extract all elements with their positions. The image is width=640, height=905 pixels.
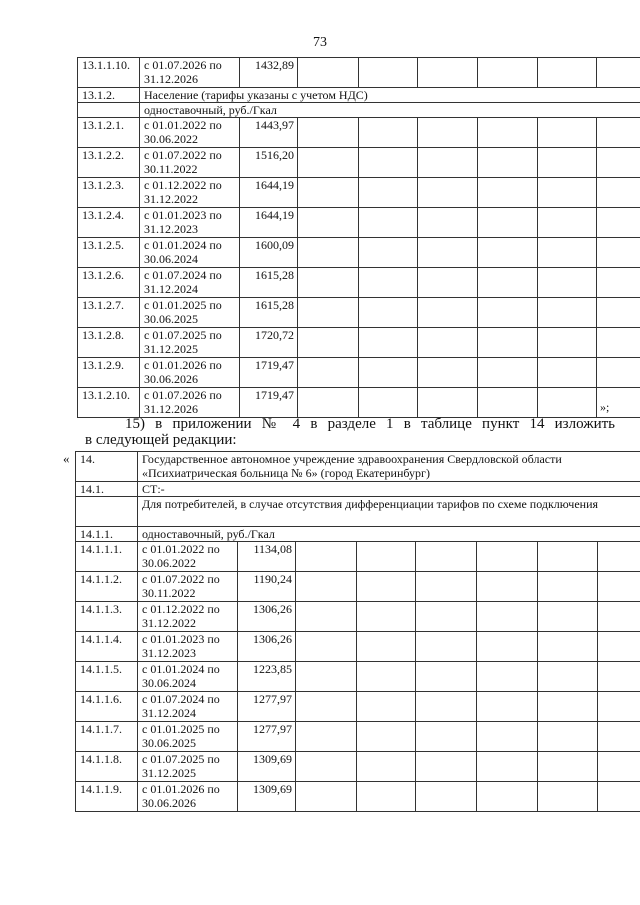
empty-cell	[418, 238, 478, 268]
empty-cell	[598, 662, 640, 692]
empty-cell	[298, 148, 359, 178]
tariff-value: 1190,24	[238, 572, 296, 602]
empty-cell	[478, 298, 538, 328]
table-row	[78, 268, 640, 298]
empty-cell	[416, 662, 477, 692]
empty-cell	[538, 782, 598, 812]
table-row	[76, 692, 640, 722]
empty-cell	[357, 692, 416, 722]
empty-cell	[597, 178, 640, 208]
table-row	[78, 238, 640, 268]
empty-cell	[298, 388, 359, 418]
table-row	[78, 103, 640, 118]
empty-cell	[538, 58, 597, 88]
period-cell	[138, 662, 238, 692]
empty-cell	[538, 118, 597, 148]
period-end: 31.12.2024	[142, 706, 196, 720]
table-row	[78, 148, 640, 178]
amendment-paragraph	[85, 416, 615, 448]
table-row	[76, 572, 640, 602]
row-code: 13.1.2.10.	[78, 388, 140, 418]
table-row	[76, 752, 640, 782]
row-code: 14.1.1.6.	[76, 692, 138, 722]
tariff-value: 1615,28	[240, 268, 298, 298]
period-cell	[140, 328, 240, 358]
empty-cell	[359, 238, 418, 268]
empty-cell	[296, 602, 357, 632]
empty-cell	[538, 238, 597, 268]
empty-cell	[477, 542, 538, 572]
row-code: 13.1.1.10.	[78, 58, 140, 88]
period-end: 30.11.2022	[144, 162, 198, 176]
empty-cell	[538, 602, 598, 632]
empty-cell	[598, 632, 640, 662]
row-code: 14.1.1.3.	[76, 602, 138, 632]
empty-cell	[418, 208, 478, 238]
empty-cell	[477, 662, 538, 692]
period-cell	[140, 148, 240, 178]
empty-cell	[359, 328, 418, 358]
empty-cell	[538, 388, 597, 418]
table-row	[76, 527, 640, 542]
table-row	[78, 358, 640, 388]
period-cell	[138, 722, 238, 752]
empty-cell	[296, 662, 357, 692]
row-code	[78, 103, 140, 118]
period-cell	[138, 692, 238, 722]
row-code: 14.1.1.8.	[76, 752, 138, 782]
period-end: 31.12.2026	[144, 402, 198, 416]
table-row	[78, 328, 640, 358]
tariff-value: 1309,69	[238, 782, 296, 812]
empty-cell	[478, 328, 538, 358]
empty-cell	[357, 782, 416, 812]
period-start: с 01.07.2026 по	[144, 58, 222, 72]
empty-cell	[538, 328, 597, 358]
tariff-value: 1720,72	[240, 328, 298, 358]
empty-cell	[357, 662, 416, 692]
table-row	[76, 632, 640, 662]
tariff-table-top	[77, 57, 640, 418]
table-row	[76, 497, 640, 527]
period-start: с 01.12.2022 по	[142, 602, 220, 616]
empty-cell	[538, 542, 598, 572]
empty-cell	[357, 632, 416, 662]
empty-cell	[538, 722, 598, 752]
section-heading: одноставочный, руб./Гкал	[138, 527, 640, 542]
empty-cell	[538, 752, 598, 782]
row-code: 14.1.1.	[76, 527, 138, 542]
period-start: с 01.01.2026 по	[144, 358, 222, 372]
period-cell	[138, 782, 238, 812]
empty-cell	[477, 782, 538, 812]
period-end: 30.06.2026	[142, 796, 196, 810]
table-row	[76, 542, 640, 572]
empty-cell	[298, 298, 359, 328]
empty-cell	[416, 602, 477, 632]
tariff-value: 1719,47	[240, 358, 298, 388]
tariff-value: 1443,97	[240, 118, 298, 148]
table-row	[76, 602, 640, 632]
period-start: с 01.01.2022 по	[144, 118, 222, 132]
empty-cell	[477, 602, 538, 632]
tariff-value: 1600,09	[240, 238, 298, 268]
page-number: 73	[313, 35, 327, 50]
empty-cell	[538, 298, 597, 328]
table-row	[78, 208, 640, 238]
period-cell	[138, 542, 238, 572]
tariff-value: 1432,89	[240, 58, 298, 88]
tariff-value: 1277,97	[238, 692, 296, 722]
row-code: 14.1.1.7.	[76, 722, 138, 752]
row-code: 14.	[76, 452, 138, 482]
row-code: 14.1.1.9.	[76, 782, 138, 812]
empty-cell	[359, 268, 418, 298]
empty-cell	[538, 692, 598, 722]
empty-cell	[416, 692, 477, 722]
period-start: с 01.07.2026 по	[144, 388, 222, 402]
empty-cell	[296, 572, 357, 602]
empty-cell	[359, 148, 418, 178]
empty-cell	[478, 358, 538, 388]
period-start: с 01.01.2026 по	[142, 782, 220, 796]
empty-cell	[598, 692, 640, 722]
row-code: 13.1.2.7.	[78, 298, 140, 328]
empty-cell	[357, 602, 416, 632]
empty-cell	[418, 58, 478, 88]
tariff-value: 1516,20	[240, 148, 298, 178]
empty-cell	[359, 58, 418, 88]
empty-cell	[598, 542, 640, 572]
empty-cell	[418, 298, 478, 328]
table-row	[76, 452, 640, 482]
period-start: с 01.01.2022 по	[142, 542, 220, 556]
row-code: 14.1.1.5.	[76, 662, 138, 692]
tariff-value: 1309,69	[238, 752, 296, 782]
empty-cell	[298, 328, 359, 358]
row-code: 13.1.2.	[78, 88, 140, 103]
tariff-value: 1644,19	[240, 178, 298, 208]
period-end: 31.12.2022	[144, 192, 198, 206]
table-row	[78, 118, 640, 148]
tariff-table-bottom	[75, 451, 640, 812]
empty-cell	[298, 268, 359, 298]
empty-cell	[478, 238, 538, 268]
period-cell	[140, 268, 240, 298]
period-start: с 01.01.2023 по	[142, 632, 220, 646]
period-start: с 01.01.2024 по	[142, 662, 220, 676]
period-end: 30.06.2024	[144, 252, 198, 266]
empty-cell	[357, 722, 416, 752]
empty-cell	[359, 388, 418, 418]
period-end: 30.11.2022	[142, 586, 196, 600]
period-cell	[138, 752, 238, 782]
empty-cell	[298, 358, 359, 388]
period-end: 30.06.2024	[142, 676, 196, 690]
empty-cell	[298, 208, 359, 238]
period-start: с 01.01.2025 по	[142, 722, 220, 736]
row-code: 13.1.2.9.	[78, 358, 140, 388]
closing-quote: »;	[600, 400, 610, 414]
table-row	[76, 482, 640, 497]
empty-cell	[597, 148, 640, 178]
empty-cell	[598, 752, 640, 782]
table-row	[76, 722, 640, 752]
row-code: 14.1.1.1.	[76, 542, 138, 572]
empty-cell	[418, 328, 478, 358]
empty-cell	[418, 148, 478, 178]
row-code: 13.1.2.6.	[78, 268, 140, 298]
row-code: 13.1.2.1.	[78, 118, 140, 148]
period-cell	[140, 358, 240, 388]
period-start: с 01.01.2023 по	[144, 208, 222, 222]
period-end: 31.12.2025	[142, 766, 196, 780]
empty-cell	[597, 298, 640, 328]
row-code	[76, 497, 138, 527]
period-end: 31.12.2022	[142, 616, 196, 630]
empty-cell	[359, 358, 418, 388]
empty-cell	[478, 178, 538, 208]
period-start: с 01.07.2024 по	[142, 692, 220, 706]
empty-cell	[418, 118, 478, 148]
table-row	[78, 178, 640, 208]
opening-quote: «	[63, 451, 70, 466]
row-code: 13.1.2.5.	[78, 238, 140, 268]
empty-cell	[478, 58, 538, 88]
period-end: 31.12.2025	[144, 342, 198, 356]
period-end: 31.12.2023	[142, 646, 196, 660]
empty-cell	[538, 148, 597, 178]
table-row	[78, 298, 640, 328]
section-heading: Население (тарифы указаны с учетом НДС)	[140, 88, 640, 103]
empty-cell	[538, 572, 598, 602]
empty-cell	[598, 572, 640, 602]
empty-cell	[598, 782, 640, 812]
empty-cell	[298, 178, 359, 208]
empty-cell	[478, 268, 538, 298]
period-cell	[140, 208, 240, 238]
empty-cell	[418, 268, 478, 298]
empty-cell	[538, 632, 598, 662]
amendment-line-1: 15) в приложении № 4 в разделе 1 в таблице пункт 14 изложить	[125, 416, 615, 432]
empty-cell	[477, 722, 538, 752]
empty-cell	[597, 238, 640, 268]
row-code: 13.1.2.2.	[78, 148, 140, 178]
empty-cell	[296, 782, 357, 812]
tariff-value: 1644,19	[240, 208, 298, 238]
empty-cell	[359, 118, 418, 148]
period-start: с 01.07.2025 по	[144, 328, 222, 342]
section-heading: Государственное автономное учреждение здравоохранения Свердловской области «Психиатрическая больница № 6» (город Екатеринбург)	[138, 452, 640, 482]
section-heading: СТ:-	[138, 482, 640, 497]
empty-cell	[597, 358, 640, 388]
empty-cell	[298, 118, 359, 148]
period-cell	[140, 238, 240, 268]
period-cell	[140, 178, 240, 208]
empty-cell	[359, 298, 418, 328]
period-start: с 01.07.2024 по	[144, 268, 222, 282]
tariff-value: 1134,08	[238, 542, 296, 572]
row-code: 14.1.1.2.	[76, 572, 138, 602]
table-row	[76, 662, 640, 692]
table-row	[78, 88, 640, 103]
empty-cell	[357, 542, 416, 572]
empty-cell	[416, 632, 477, 662]
empty-cell	[597, 328, 640, 358]
period-start: с 01.07.2025 по	[142, 752, 220, 766]
period-start: с 01.01.2024 по	[144, 238, 222, 252]
empty-cell	[477, 632, 538, 662]
period-end: 30.06.2025	[144, 312, 198, 326]
period-cell	[140, 388, 240, 418]
row-code: 14.1.	[76, 482, 138, 497]
empty-cell	[296, 632, 357, 662]
empty-cell	[477, 752, 538, 782]
period-end: 31.12.2024	[144, 282, 198, 296]
tariff-value: 1719,47	[240, 388, 298, 418]
empty-cell	[416, 722, 477, 752]
row-code: 13.1.2.3.	[78, 178, 140, 208]
subheading: одноставочный, руб./Гкал	[140, 103, 640, 118]
tariff-value: 1223,85	[238, 662, 296, 692]
period-cell	[138, 572, 238, 602]
period-start: с 01.01.2025 по	[144, 298, 222, 312]
empty-cell	[298, 58, 359, 88]
period-end: 30.06.2025	[142, 736, 196, 750]
empty-cell	[416, 572, 477, 602]
empty-cell	[598, 602, 640, 632]
row-code: 14.1.1.4.	[76, 632, 138, 662]
period-cell	[140, 118, 240, 148]
empty-cell	[359, 178, 418, 208]
empty-cell	[416, 542, 477, 572]
empty-cell	[359, 208, 418, 238]
empty-cell	[418, 388, 478, 418]
tariff-value: 1615,28	[240, 298, 298, 328]
subheading: Для потребителей, в случае отсутствия дифференциации тарифов по схеме подключения	[138, 497, 640, 527]
empty-cell	[477, 692, 538, 722]
table-row	[78, 388, 640, 418]
period-end: 31.12.2026	[144, 72, 198, 86]
empty-cell	[597, 118, 640, 148]
period-start: с 01.07.2022 по	[142, 572, 220, 586]
empty-cell	[296, 692, 357, 722]
period-start: с 01.12.2022 по	[144, 178, 222, 192]
period-cell	[138, 602, 238, 632]
period-cell	[140, 298, 240, 328]
empty-cell	[478, 118, 538, 148]
empty-cell	[357, 752, 416, 782]
period-end: 30.06.2022	[144, 132, 198, 146]
period-cell	[140, 58, 240, 88]
table-row	[78, 58, 640, 88]
empty-cell	[296, 722, 357, 752]
empty-cell	[478, 148, 538, 178]
empty-cell	[296, 542, 357, 572]
empty-cell	[416, 752, 477, 782]
empty-cell	[538, 662, 598, 692]
row-code: 13.1.2.8.	[78, 328, 140, 358]
amendment-line-2: в следующей редакции:	[85, 432, 237, 448]
empty-cell	[477, 572, 538, 602]
empty-cell	[416, 782, 477, 812]
tariff-value: 1277,97	[238, 722, 296, 752]
empty-cell	[298, 238, 359, 268]
period-end: 31.12.2023	[144, 222, 198, 236]
table-row	[76, 782, 640, 812]
empty-cell	[538, 268, 597, 298]
empty-cell	[478, 208, 538, 238]
empty-cell	[478, 388, 538, 418]
empty-cell	[597, 208, 640, 238]
tariff-value: 1306,26	[238, 602, 296, 632]
empty-cell	[538, 208, 597, 238]
empty-cell	[418, 358, 478, 388]
empty-cell	[597, 58, 640, 88]
empty-cell	[538, 358, 597, 388]
period-end: 30.06.2026	[144, 372, 198, 386]
empty-cell	[538, 178, 597, 208]
empty-cell	[296, 752, 357, 782]
tariff-value: 1306,26	[238, 632, 296, 662]
empty-cell	[357, 572, 416, 602]
row-code: 13.1.2.4.	[78, 208, 140, 238]
empty-cell	[598, 722, 640, 752]
empty-cell	[418, 178, 478, 208]
period-start: с 01.07.2022 по	[144, 148, 222, 162]
period-end: 30.06.2022	[142, 556, 196, 570]
period-cell	[138, 632, 238, 662]
empty-cell	[597, 268, 640, 298]
